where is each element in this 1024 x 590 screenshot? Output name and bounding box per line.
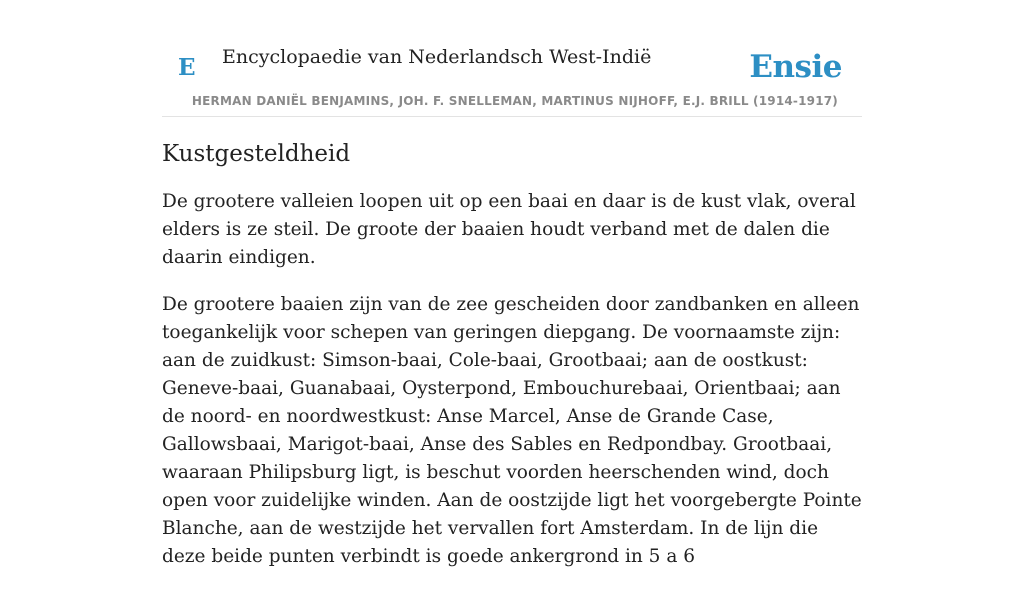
book-title-link[interactable]: Encyclopaedie van Nederlandsch West-Indië [222, 46, 652, 68]
article [162, 138, 862, 590]
brand-logo[interactable]: Ensie [749, 49, 842, 85]
article-paragraph: De grootere baaien zijn van de zee gescheiden door zandbanken en alleen toegankelijk voor schepen van geringen diepgang. De voornaamste zijn: aan de zuidkust: Simson-baai, Cole-baai, Grootbaai; aan de oostkust: Geneve-baai, Guanabaai, Oysterpond, Embouchurebaai, Orientbaai; aan de noord- en noordwestkust: Anse Marcel, Anse de Grande Case, Gallowsbaai, Marigot-baai, Anse des Sables en Redpondbay. Grootbaai, waaraan Philipsburg ligt, is beschut voorden heerschenden wind, doch open voor zuidelijke winden. Aan de oostzijde ligt het voorgebergte Pointe Blanche, aan de westzijde het vervallen fort Amsterdam. In de lijn die deze beide punten verbindt is goede ankergrond in 5 a 6 [162, 294, 862, 567]
authors-line: HERMAN DANIËL BENJAMINS, JOH. F. SNELLEMAN, MARTINUS NIJHOFF, E.J. BRILL (1914-1917) [191, 94, 838, 108]
article-paragraph: De grootere valleien loopen uit op een baai en daar is de kust vlak, overal elders is ze steil. De groote der baaien houdt verband met de dalen die daarin eindigen. [162, 191, 856, 268]
article-title: Kustgesteldheid [162, 141, 351, 167]
header [162, 0, 862, 117]
logo-icon[interactable]: E [178, 54, 196, 81]
